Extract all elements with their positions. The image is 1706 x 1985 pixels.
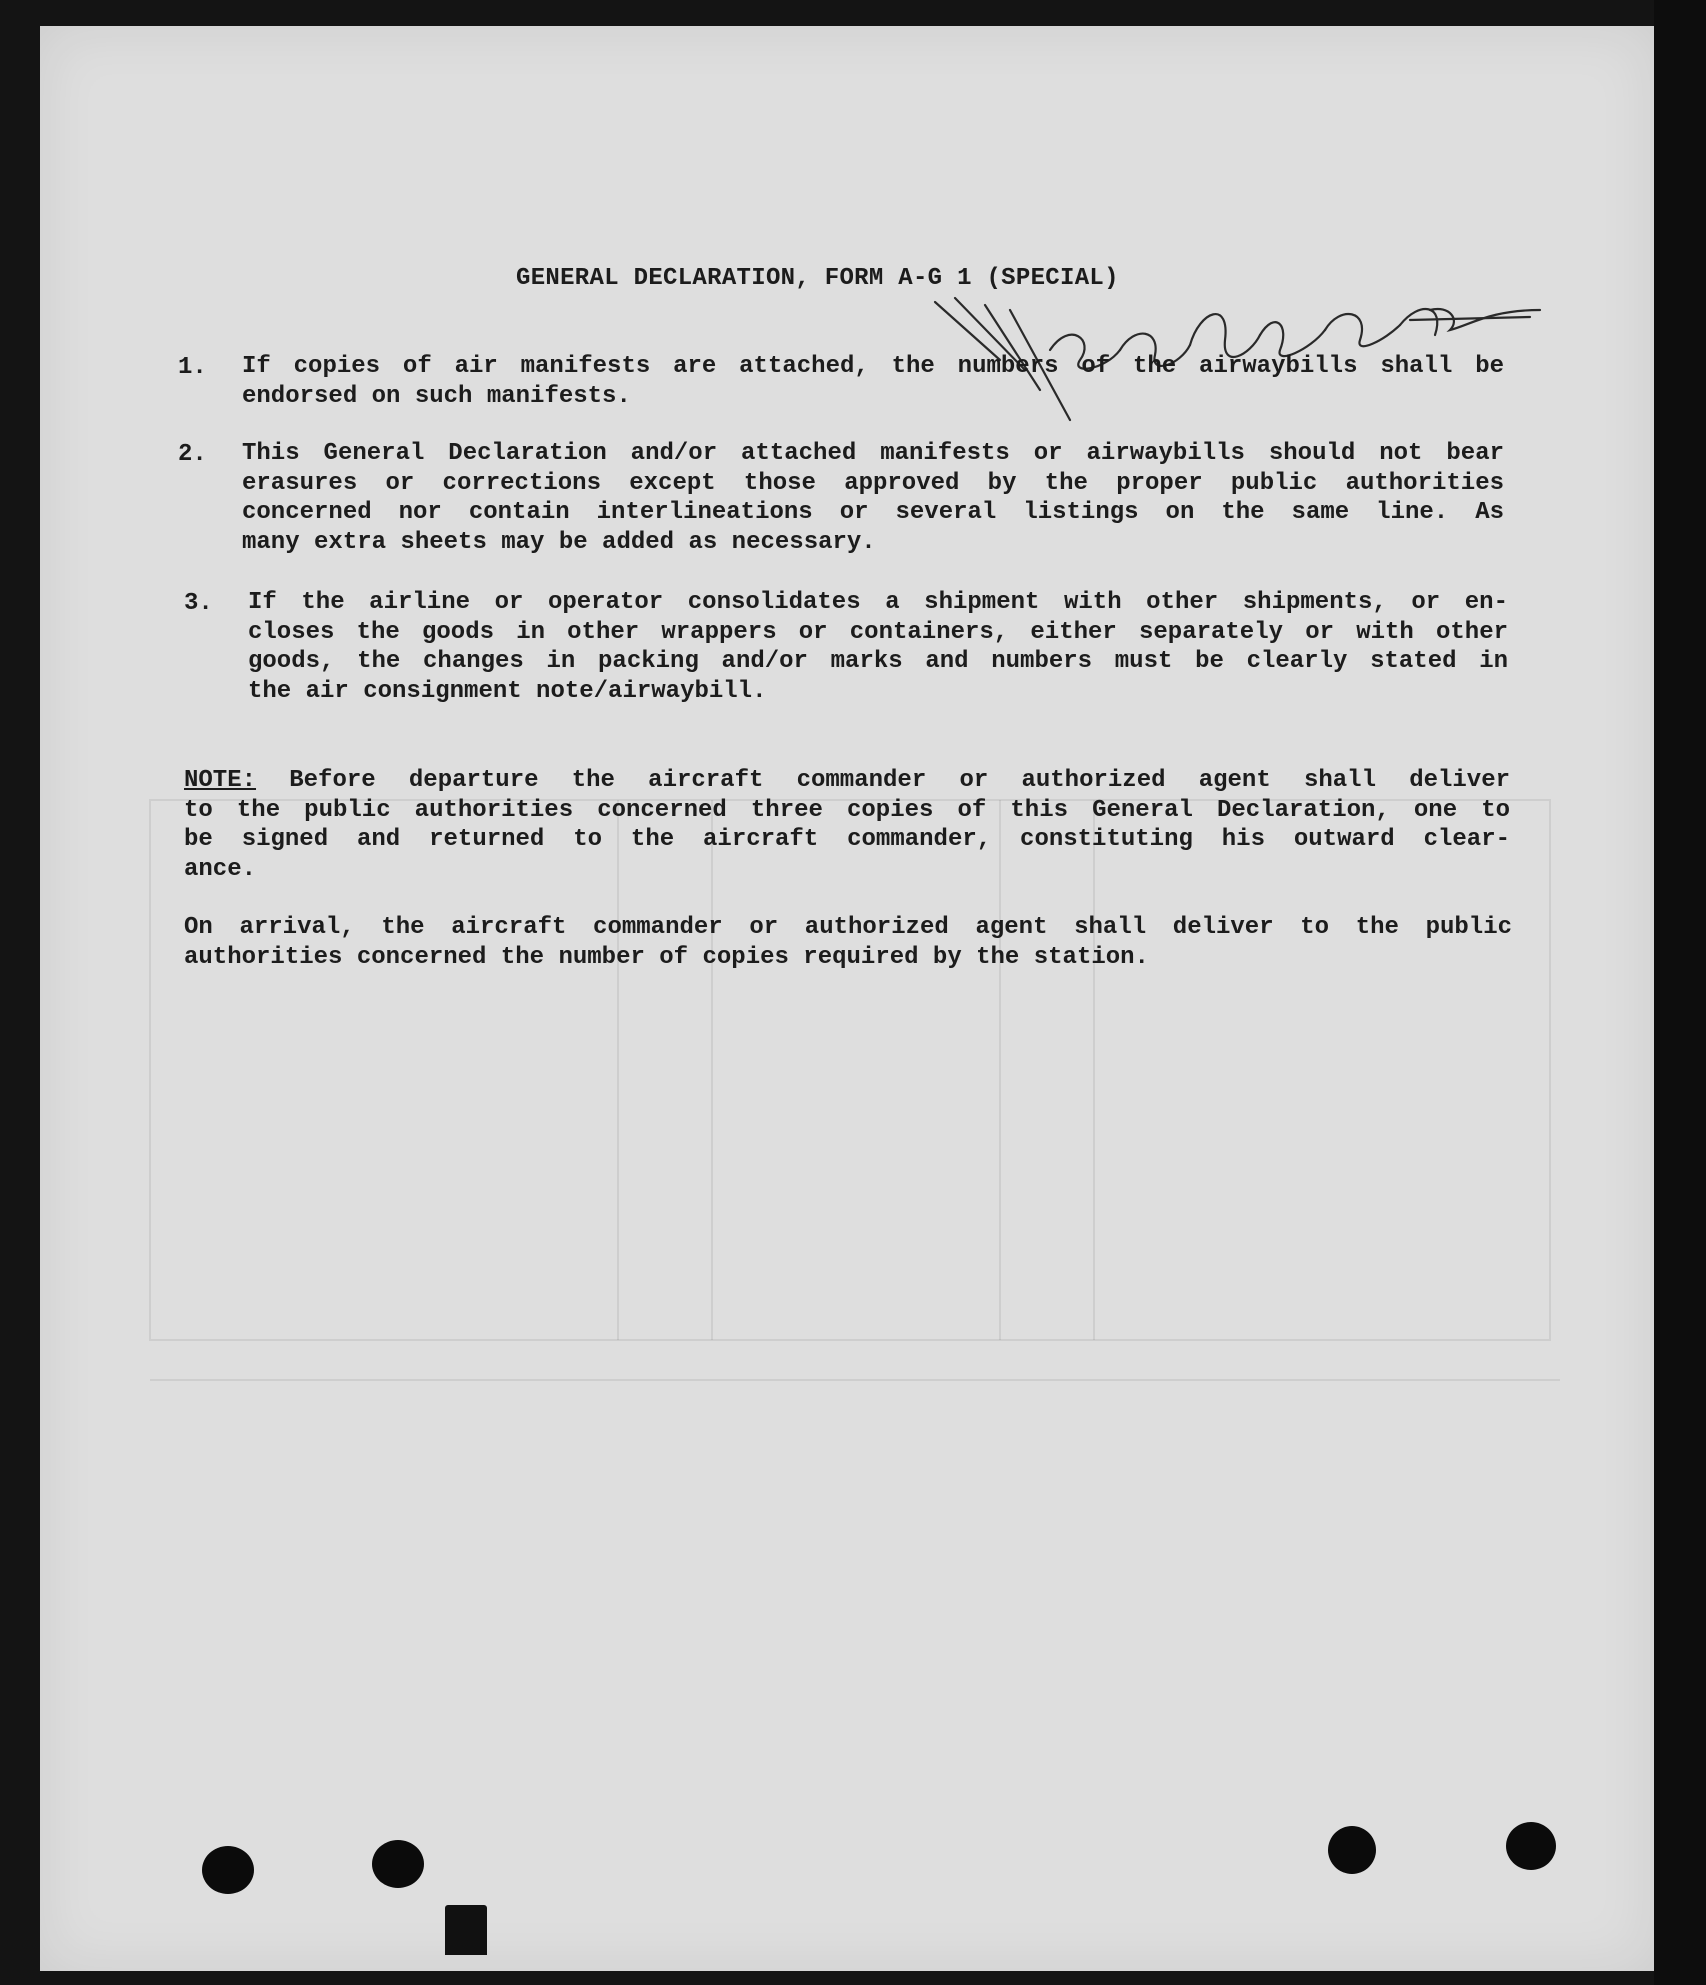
punch-hole xyxy=(1506,1822,1556,1870)
item-line: endorsed on such manifests. xyxy=(242,382,631,410)
note-paragraph xyxy=(184,766,1510,884)
item-line: erasures or corrections except those approved by the proper public authorities xyxy=(242,469,1504,497)
note-line: be signed and returned to the aircraft commander, constituting his outward clear- xyxy=(184,826,1510,853)
item-line: If copies of air manifests are attached, the numbers of the airwaybills shall be xyxy=(242,353,1504,380)
punch-hole xyxy=(372,1840,424,1888)
punch-hole xyxy=(202,1846,254,1894)
note-label: NOTE: xyxy=(184,767,257,794)
form-title: GENERAL DECLARATION, FORM A-G 1 (SPECIAL) xyxy=(516,265,1119,292)
note-line: Before departure the aircraft commander or authorized agent shall deliver xyxy=(289,767,1511,794)
item-number: 2. xyxy=(178,441,207,468)
item-line: closes the goods in other wrappers or containers, either separately or with other xyxy=(248,618,1508,646)
item-line: the air consignment note/airwaybill. xyxy=(248,677,767,705)
item-number: 1. xyxy=(178,354,207,381)
arrival-line: authorities concerned the number of copies required by the station. xyxy=(184,943,1149,971)
item-line: concerned nor contain interlineations or several listings on the same line. As xyxy=(242,499,1504,526)
arrival-paragraph xyxy=(184,913,1512,972)
note-line: to the public authorities concerned three copies of this General Declaration, one to xyxy=(184,796,1510,824)
item-line: If the airline or operator consolidates a shipment with other shipments, or en- xyxy=(248,589,1508,616)
item-number: 3. xyxy=(184,590,213,617)
item-line: many extra sheets may be added as necessary. xyxy=(242,528,876,556)
list-item xyxy=(242,439,1504,557)
note-first-line xyxy=(184,766,1510,796)
arrival-line: On arrival, the aircraft commander or authorized agent shall deliver to the public xyxy=(184,914,1512,941)
ink-blot xyxy=(445,1905,487,1955)
note-line: ance. xyxy=(184,855,257,883)
list-item xyxy=(248,588,1508,706)
punch-hole xyxy=(1328,1826,1376,1874)
item-line: This General Declaration and/or attached manifests or airwaybills should not bear xyxy=(242,440,1504,467)
list-item xyxy=(242,352,1504,411)
item-line: goods, the changes in packing and/or marks and numbers must be clearly stated in xyxy=(248,648,1508,675)
